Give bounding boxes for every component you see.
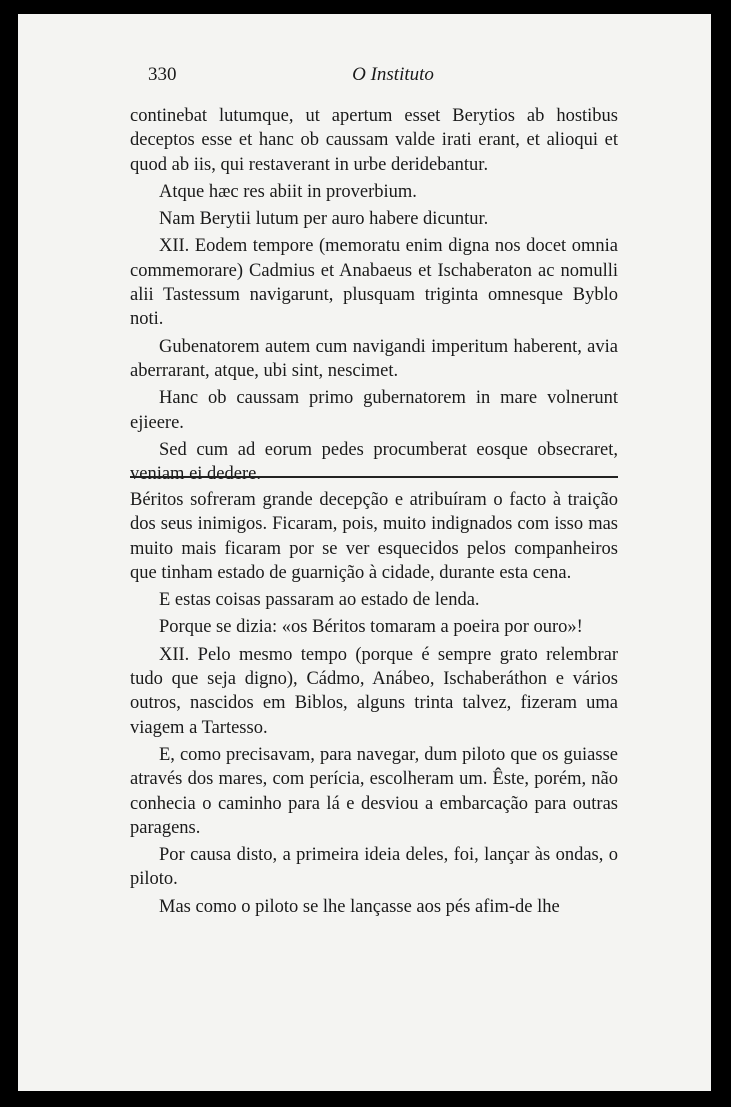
latin-paragraph: continebat lutumque, ut apertum esset Berytios ab hostibus deceptos esse et hanc ob caussam valde irati erant, et alioqui et quod ab iis, qui restaverant in urbe deridebantur.: [130, 106, 618, 175]
translation-paragraph: XII. Pelo mesmo tempo (porque é sempre grato relembrar tudo que seja digno), Cádmo, Anábeo, Ischaberáthon e vários outros, nascidos em Biblos, alguns trinta talvez, fizeram uma viagem a Tartesso.: [130, 644, 618, 738]
translation-paragraph: Mas como o piloto se lhe lançasse aos pés afim-de lhe: [159, 896, 560, 917]
running-title: O Instituto: [352, 64, 434, 85]
translation-paragraph: Por causa disto, a primeira ideia deles, foi, lançar às ondas, o piloto.: [130, 845, 618, 890]
latin-paragraph: Gubenatorem autem cum navigandi imperitum haberent, avia aberrarant, atque, ubi sint, nescimet.: [130, 336, 618, 381]
translation-paragraph: E, como precisavam, para navegar, dum piloto que os guiasse através dos mares, com perícia, escolheram um. Êste, porém, não conhecia o caminho para lá e desviou a embarcação para outras paragens.: [130, 744, 618, 838]
translation-paragraph: E estas coisas passaram ao estado de lenda.: [159, 590, 480, 611]
translation-paragraph: Porque se dizia: «os Béritos tomaram a poeira por ouro»!: [159, 617, 583, 638]
translation-paragraph: Béritos sofreram grande decepção e atribuíram o facto à traição dos seus inimigos. Ficaram, pois, muito indignados com isso mas muito mais ficaram por se ver esquecidos pelos companheiros que tinham estado de guarnição à cidade, durante esta cena.: [130, 490, 618, 583]
latin-paragraph: Nam Berytii lutum per auro habere dicuntur.: [159, 209, 489, 230]
page-number: 330: [148, 64, 177, 85]
page-header: [148, 64, 638, 92]
latin-paragraph: Hanc ob caussam primo gubernatorem in mare volnerunt ejieere.: [130, 388, 618, 433]
section-divider: [130, 476, 618, 478]
portuguese-translation: [130, 488, 618, 919]
latin-paragraph: Atque hæc res abiit in proverbium.: [159, 181, 417, 202]
latin-paragraph: XII. Eodem tempore (memoratu enim digna nos docet omnia commemorare) Cadmius et Anabaeus et Ischaberaton ac nomulli alii Tastessum navigarunt, plusquam triginta omnesque Byblo noti.: [130, 236, 618, 330]
latin-text: [130, 104, 618, 486]
latin-paragraph: Sed cum ad eorum pedes procumberat eosque obsecraret, veniam ei dedere.: [130, 439, 618, 485]
